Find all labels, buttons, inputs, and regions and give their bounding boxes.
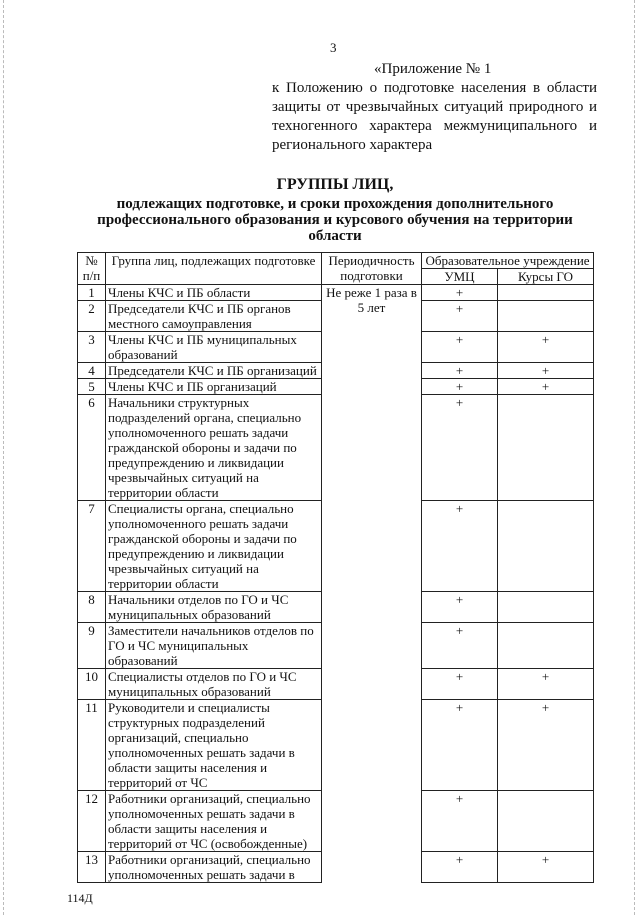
row-courses: +: [498, 669, 594, 700]
heading-main: ГРУППЫ ЛИЦ,: [276, 176, 394, 193]
row-number: 7: [78, 501, 106, 592]
header-institution: Образовательное учреждение: [422, 253, 594, 269]
row-group: Заместители начальников отделов по ГО и ЧС муниципальных образований: [106, 623, 322, 669]
row-number: 9: [78, 623, 106, 669]
period-cell: Не реже 1 раза в 5 лет: [322, 285, 422, 883]
row-group: Руководители и специалисты структурных подразделений организаций, специально уполномоченных решать задачи в области защиты населения и территорий от ЧС: [106, 700, 322, 791]
header-group: Группа лиц, подлежащих подготовке: [106, 253, 322, 285]
row-umc: +: [422, 395, 498, 501]
row-group: Работники организаций, специально уполномоченных решать задачи в области защиты населения и территорий от ЧС (освобожденные): [106, 791, 322, 852]
row-courses: +: [498, 700, 594, 791]
appendix-block: [272, 60, 597, 155]
row-group: Специалисты органа, специально уполномоченного решать задачи гражданской обороны и задачи по предупреждению и ликвидации чрезвычайных ситуаций на территории области: [106, 501, 322, 592]
row-umc: +: [422, 700, 498, 791]
heading-sub: подлежащих подготовке, и сроки прохождения дополнительного профессионального образования и курсового обучения на территории области: [97, 196, 573, 244]
row-group: Председатели КЧС и ПБ организаций: [106, 363, 322, 379]
row-courses: +: [498, 363, 594, 379]
footer-code: 114Д: [67, 891, 93, 905]
row-group: Специалисты отделов по ГО и ЧС муниципальных образований: [106, 669, 322, 700]
row-group: Работники организаций, специально уполномоченных решать задачи в: [106, 852, 322, 883]
row-group: Члены КЧС и ПБ области: [106, 285, 322, 301]
row-courses: [498, 395, 594, 501]
row-courses: +: [498, 852, 594, 883]
row-number: 1: [78, 285, 106, 301]
row-courses: [498, 301, 594, 332]
row-number: 13: [78, 852, 106, 883]
row-number: 5: [78, 379, 106, 395]
row-courses: [498, 623, 594, 669]
table-row: [78, 285, 594, 301]
header-umc: УМЦ: [422, 269, 498, 285]
header-courses: Курсы ГО: [498, 269, 594, 285]
row-umc: +: [422, 501, 498, 592]
row-group: Члены КЧС и ПБ организаций: [106, 379, 322, 395]
row-courses: [498, 285, 594, 301]
row-number: 8: [78, 592, 106, 623]
row-umc: +: [422, 332, 498, 363]
row-umc: +: [422, 592, 498, 623]
page-number: 3: [330, 40, 337, 55]
row-number: 4: [78, 363, 106, 379]
scan-edge: [634, 0, 636, 915]
row-number: 2: [78, 301, 106, 332]
row-umc: +: [422, 791, 498, 852]
row-umc: +: [422, 363, 498, 379]
row-group: Председатели КЧС и ПБ органов местного самоуправления: [106, 301, 322, 332]
row-courses: +: [498, 332, 594, 363]
appendix-text: к Положению о подготовке населения в области защиты от чрезвычайных ситуаций природного и техногенного характера межмуниципального и регионального характера: [272, 80, 597, 153]
row-umc: +: [422, 852, 498, 883]
row-number: 10: [78, 669, 106, 700]
document-heading: [95, 177, 575, 244]
header-period: Периодичность подготовки: [322, 253, 422, 285]
row-courses: [498, 592, 594, 623]
groups-table: [77, 252, 594, 883]
row-number: 11: [78, 700, 106, 791]
row-courses: [498, 791, 594, 852]
row-umc: +: [422, 285, 498, 301]
row-group: Начальники структурных подразделений органа, специально уполномоченного решать задачи гражданской обороны и задачи по предупреждению и ликвидации чрезвычайных ситуаций на территории области: [106, 395, 322, 501]
row-group: Члены КЧС и ПБ муниципальных образований: [106, 332, 322, 363]
row-umc: +: [422, 669, 498, 700]
row-umc: +: [422, 301, 498, 332]
scan-edge: [3, 0, 5, 915]
header-num: № п/п: [78, 253, 106, 285]
row-umc: +: [422, 623, 498, 669]
row-courses: [498, 501, 594, 592]
row-number: 3: [78, 332, 106, 363]
appendix-title: «Приложение № 1: [374, 61, 492, 77]
row-number: 6: [78, 395, 106, 501]
row-number: 12: [78, 791, 106, 852]
row-courses: +: [498, 379, 594, 395]
row-umc: +: [422, 379, 498, 395]
row-group: Начальники отделов по ГО и ЧС муниципальных образований: [106, 592, 322, 623]
